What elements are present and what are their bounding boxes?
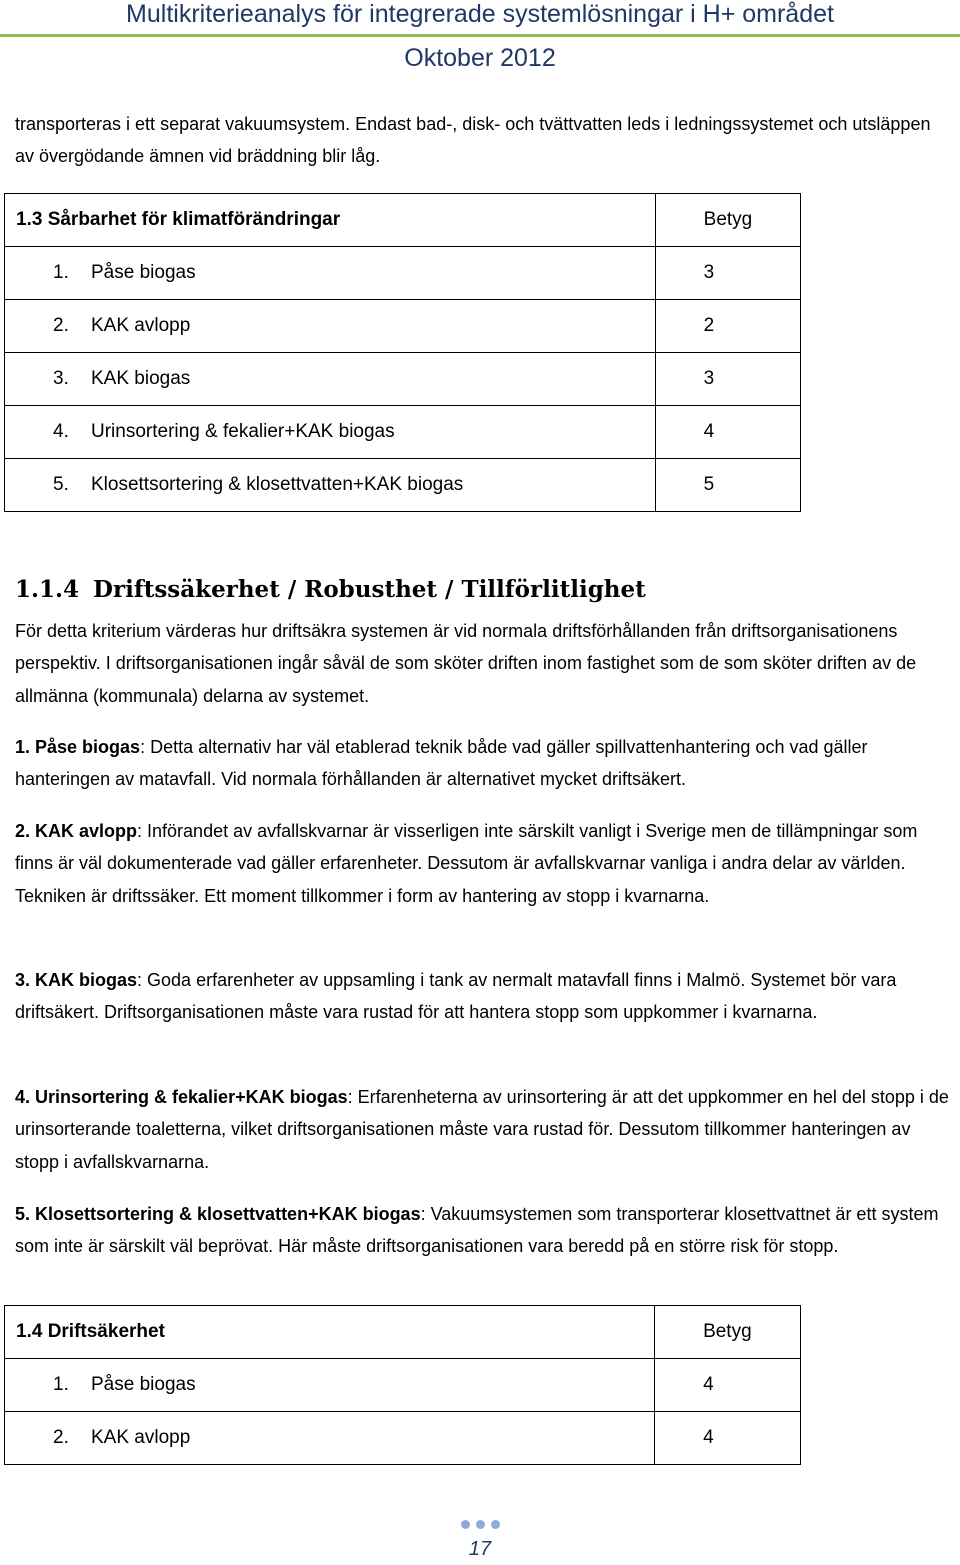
row-score: 2 bbox=[655, 300, 800, 353]
header-divider bbox=[0, 34, 960, 37]
row-name: KAK biogas bbox=[91, 368, 191, 389]
alternative-label: 1. Påse biogas bbox=[15, 737, 141, 757]
row-score: 4 bbox=[655, 406, 800, 459]
row-number: 3. bbox=[53, 368, 69, 389]
page-number: 17 bbox=[468, 1538, 492, 1560]
intro-continuation: transporteras i ett separat vakuumsystem. Endast bad-, disk- och tvättvatten leds i ledningssystemet och utsläppen av övergödande ämnen vid bräddning blir låg. bbox=[15, 114, 931, 166]
row-score: 3 bbox=[655, 353, 800, 406]
alternative-paragraph bbox=[15, 815, 950, 912]
row-name: Påse biogas bbox=[91, 1374, 196, 1395]
row-number: 1. bbox=[53, 1374, 69, 1395]
section-intro: För detta kriterium värderas hur driftsäkra systemen är vid normala driftsförhållanden från driftsorganisationens perspektiv. I driftsorganisationen ingår såväl de som sköter driften inom fastighet som de som sköter driften av de allmänna (kommunala) delarna av systemet. bbox=[15, 621, 917, 706]
reliability-table bbox=[4, 1305, 801, 1465]
row-name: Påse biogas bbox=[91, 262, 196, 283]
row-name: KAK avlopp bbox=[91, 315, 191, 336]
row-score: 5 bbox=[655, 459, 800, 512]
alternative-paragraph bbox=[15, 964, 950, 1029]
table-row bbox=[5, 1412, 801, 1465]
alternative-text: : Införandet av avfallskvarnar är visserligen inte särskilt vanligt i Sverige men de tillämpningar som finns är väl dokumenterade vad gäller erfarenheter. Dessutom är avfallskvarnar vanliga i andra delar av världen. Tekniken är driftssäker. Ett moment tillkommer i form av hantering av stopp i kvarnarna. bbox=[15, 821, 918, 906]
alternative-paragraph bbox=[15, 731, 950, 796]
row-score: 4 bbox=[655, 1412, 801, 1465]
table-row bbox=[5, 1359, 801, 1412]
alternative-text: : Goda erfarenheter av uppsamling i tank av nermalt matavfall finns i Malmö. Systemet bör vara driftsäkert. Driftsorganisationen måste vara rustad för att hantera stopp som uppkommer i kvarnarna. bbox=[15, 970, 897, 1023]
score-column-label: Betyg bbox=[655, 1306, 801, 1359]
table-row bbox=[5, 459, 801, 512]
table-header-row bbox=[5, 1306, 801, 1359]
table-header-row bbox=[5, 194, 801, 247]
table-row bbox=[5, 300, 801, 353]
row-score: 3 bbox=[655, 247, 800, 300]
row-number: 1. bbox=[53, 262, 69, 283]
section-number: 1.1.4 bbox=[15, 576, 80, 603]
alternative-text: : Detta alternativ har väl etablerad teknik både vad gäller spillvattenhantering och vad gäller hanteringen av matavfall. Vid normala förhållanden är alternativet mycket driftsäkert. bbox=[15, 737, 868, 790]
row-number: 2. bbox=[53, 1427, 69, 1448]
table-row bbox=[5, 247, 801, 300]
row-number: 2. bbox=[53, 315, 69, 336]
row-name: Klosettsortering & klosettvatten+KAK biogas bbox=[91, 474, 464, 495]
alternative-paragraph bbox=[15, 1081, 950, 1178]
row-number: 4. bbox=[53, 421, 69, 442]
table-row bbox=[5, 406, 801, 459]
section-heading bbox=[15, 572, 646, 608]
page-footer bbox=[0, 1520, 960, 1561]
table-row bbox=[5, 353, 801, 406]
climate-vulnerability-table bbox=[4, 193, 801, 512]
document-date: Oktober 2012 bbox=[404, 44, 556, 72]
page-header bbox=[0, 0, 960, 80]
row-number: 5. bbox=[53, 474, 69, 495]
table-heading: 1.3 Sårbarhet för klimatförändringar bbox=[5, 194, 656, 247]
dot-icon bbox=[491, 1520, 500, 1529]
section-title: Driftssäkerhet / Robusthet / Tillförlitlighet bbox=[93, 576, 646, 603]
alternative-label: 5. Klosettsortering & klosettvatten+KAK biogas bbox=[15, 1204, 421, 1224]
dot-icon bbox=[476, 1520, 485, 1529]
alternative-label: 4. Urinsortering & fekalier+KAK biogas bbox=[15, 1087, 348, 1107]
row-score: 4 bbox=[655, 1359, 801, 1412]
document-title: Multikriterieanalys för integrerade systemlösningar i H+ området bbox=[126, 0, 834, 28]
table-heading: 1.4 Driftsäkerhet bbox=[5, 1306, 655, 1359]
score-column-label: Betyg bbox=[655, 194, 800, 247]
row-name: KAK avlopp bbox=[91, 1427, 191, 1448]
alternative-text: : Erfarenheterna av urinsortering är att det uppkommer en hel del stopp i de urinsorterande toaletterna, vilket driftsorganisationen måste vara rustad för. Dessutom tillkommer hanteringen av stopp i avfallskvarnarna. bbox=[15, 1087, 949, 1172]
row-name: Urinsortering & fekalier+KAK biogas bbox=[91, 421, 395, 442]
footer-dots bbox=[0, 1520, 960, 1532]
alternative-text: : Vakuumsystemen som transporterar klosettvattnet är ett system som inte är särskilt väl beprövat. Här måste driftsorganisationen vara beredd på en större risk för stopp. bbox=[15, 1204, 939, 1257]
dot-icon bbox=[461, 1520, 470, 1529]
alternative-label: 2. KAK avlopp bbox=[15, 821, 138, 841]
alternative-paragraph bbox=[15, 1198, 950, 1263]
alternative-label: 3. KAK biogas bbox=[15, 970, 138, 990]
